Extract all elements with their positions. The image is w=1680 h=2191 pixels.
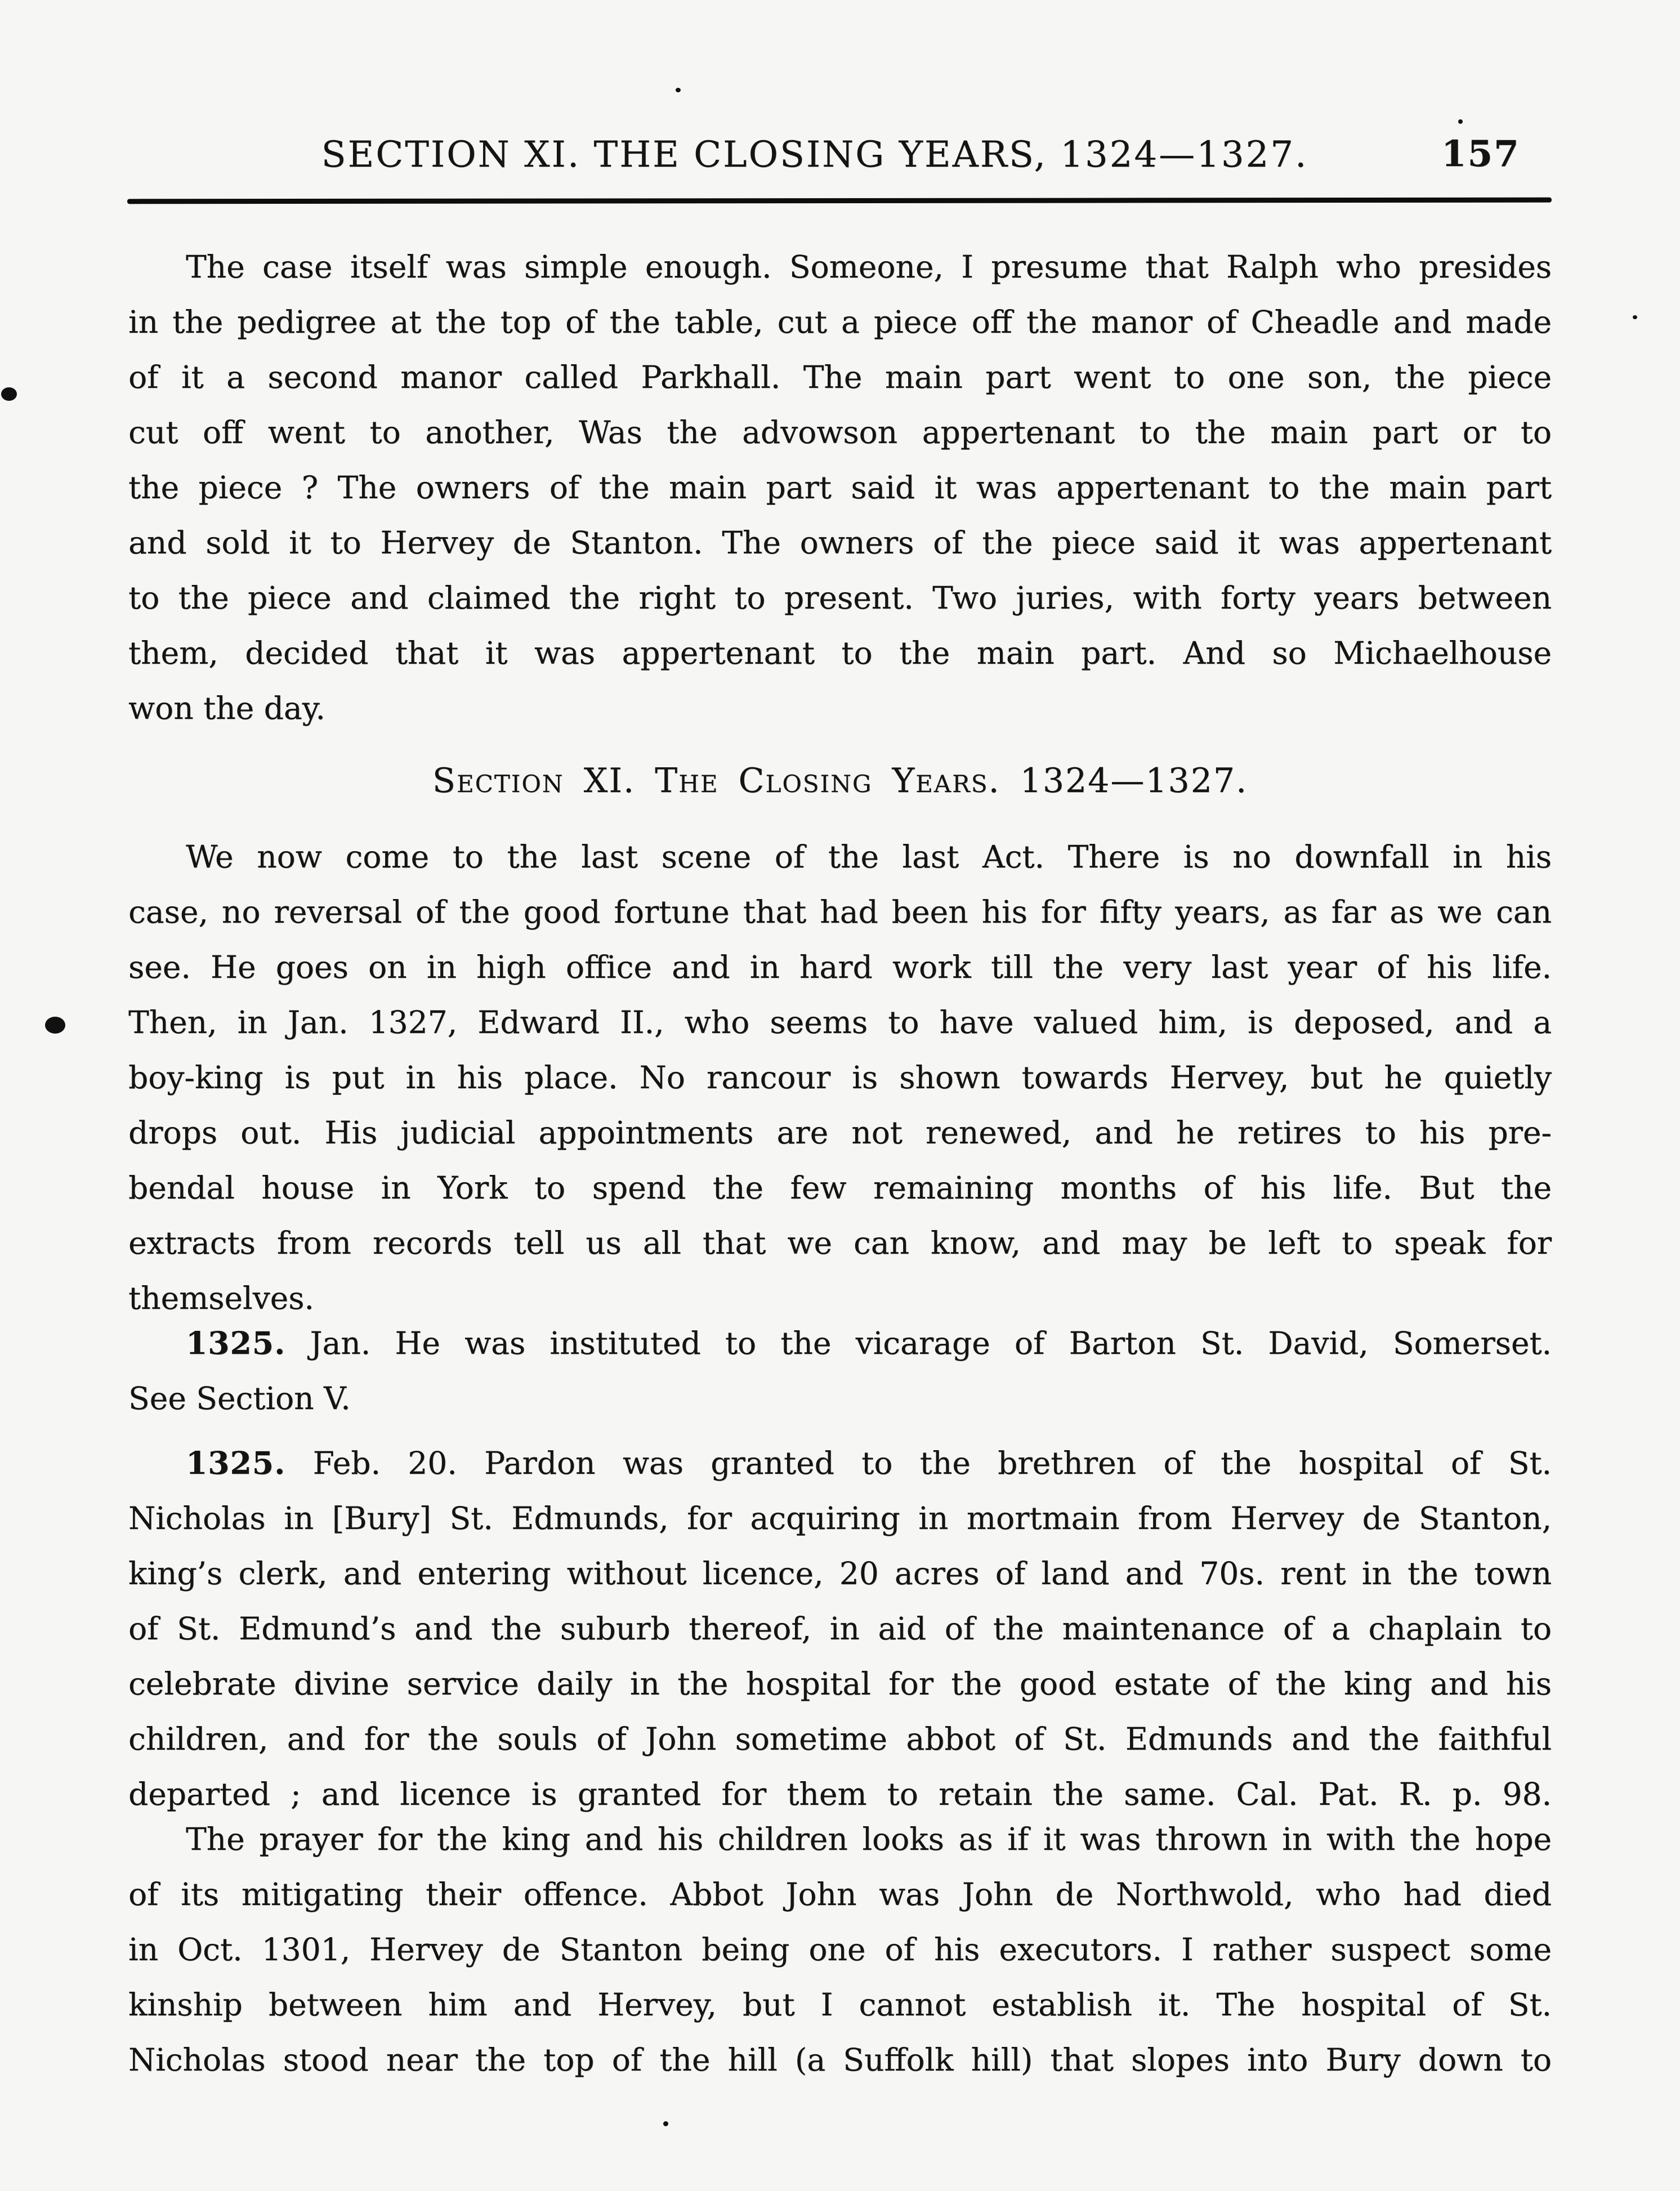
ink-speck (1458, 119, 1463, 124)
paragraph-line: The prayer for the king and his children looks as if it was thrown in with the hope (186, 1821, 1552, 1857)
paragraph-line: of St. Edmund’s and the suburb thereof, in aid of the maintenance of a chaplain to (128, 1611, 1552, 1647)
paragraph-line: 1325. Feb. 20. Pardon was granted to the brethren of the hospital of St. (186, 1445, 1552, 1481)
paragraph-line: bendal house in York to spend the few remaining months of his life. But the (128, 1170, 1552, 1206)
paragraph-line: see. He goes on in high office and in hard work till the very last year of his life. (128, 949, 1552, 985)
ink-speck (45, 1017, 65, 1034)
paragraph-5 (128, 1812, 1552, 2087)
page-number: 157 (1441, 133, 1520, 175)
paragraph-line: celebrate divine service daily in the hospital for the good estate of the king and his (128, 1666, 1552, 1702)
paragraph-line: the piece ? The owners of the main part said it was appertenant to the main part (128, 470, 1552, 506)
paragraph-2 (128, 829, 1552, 1326)
paragraph-line: children, and for the souls of John sometime abbot of St. Edmunds and the faithful (128, 1721, 1552, 1757)
paragraph-line: in the pedigree at the top of the table, cut a piece off the manor of Cheadle and made (128, 304, 1552, 340)
paragraph-line: 1325. Jan. He was instituted to the vicarage of Barton St. David, Somerset. (186, 1325, 1552, 1361)
running-header-title: SECTION XI. THE CLOSING YEARS, 1324—1327. (321, 134, 1308, 176)
paragraph-line: Nicholas stood near the top of the hill (a Suffolk hill) that slopes into Bury down to (128, 2042, 1552, 2078)
paragraph-1 (128, 239, 1552, 736)
paragraph-line: king’s clerk, and entering without licence, 20 acres of land and 70s. rent in the town (128, 1555, 1552, 1591)
paragraph-4 (128, 1436, 1552, 1822)
paragraph-line: departed ; and licence is granted for them to retain the same. Cal. Pat. R. p. 98. (128, 1776, 1552, 1812)
paragraph-line: Then, in Jan. 1327, Edward II., who seems to have valued him, is deposed, and a (128, 1004, 1552, 1040)
paragraph-line: to the piece and claimed the right to present. Two juries, with forty years between (128, 580, 1552, 616)
paragraph-line: drops out. His judicial appointments are not renewed, and he retires to his pre- (128, 1115, 1552, 1151)
paragraph-line: in Oct. 1301, Hervey de Stanton being one of his executors. I rather suspect some (128, 1931, 1552, 1968)
ink-speck (1, 387, 17, 401)
paragraph-line: of its mitigating their offence. Abbot John was John de Northwold, who had died (128, 1876, 1552, 1912)
paragraph-line: cut off went to another, Was the advowson appertenant to the main part or to (128, 414, 1552, 450)
paragraph-line: See Section V. (128, 1380, 351, 1416)
paragraph-line: boy-king is put in his place. No rancour is shown towards Hervey, but he quietly (128, 1059, 1552, 1096)
ink-speck (676, 88, 681, 92)
paragraph-line: extracts from records tell us all that we can know, and may be left to speak for (128, 1225, 1552, 1261)
paragraph-line: and sold it to Hervey de Stanton. The owners of the piece said it was appertenant (128, 525, 1552, 561)
paragraph-line: case, no reversal of the good fortune that had been his for fifty years, as far as we can (128, 894, 1552, 930)
paragraph-line: Nicholas in [Bury] St. Edmunds, for acquiring in mortmain from Hervey de Stanton, (128, 1500, 1552, 1536)
paragraph-line: themselves. (128, 1280, 314, 1316)
paragraph-line: The case itself was simple enough. Someone, I presume that Ralph who presides (186, 249, 1552, 285)
ink-speck (663, 2121, 668, 2126)
paragraph-line: them, decided that it was appertenant to the main part. And so Michaelhouse (128, 635, 1552, 671)
paragraph-line: kinship between him and Hervey, but I cannot establish it. The hospital of St. (128, 1987, 1552, 2023)
ink-speck (1633, 315, 1637, 319)
header-rule (127, 198, 1552, 204)
paragraph-line: of it a second manor called Parkhall. The main part went to one son, the piece (128, 359, 1552, 395)
paragraph-line: We now come to the last scene of the last Act. There is no downfall in his (186, 839, 1552, 875)
section-heading: Section XI. The Closing Years. 1324—1327. (432, 761, 1248, 801)
paragraph-line: won the day. (128, 690, 325, 726)
paragraph-3 (128, 1316, 1552, 1426)
